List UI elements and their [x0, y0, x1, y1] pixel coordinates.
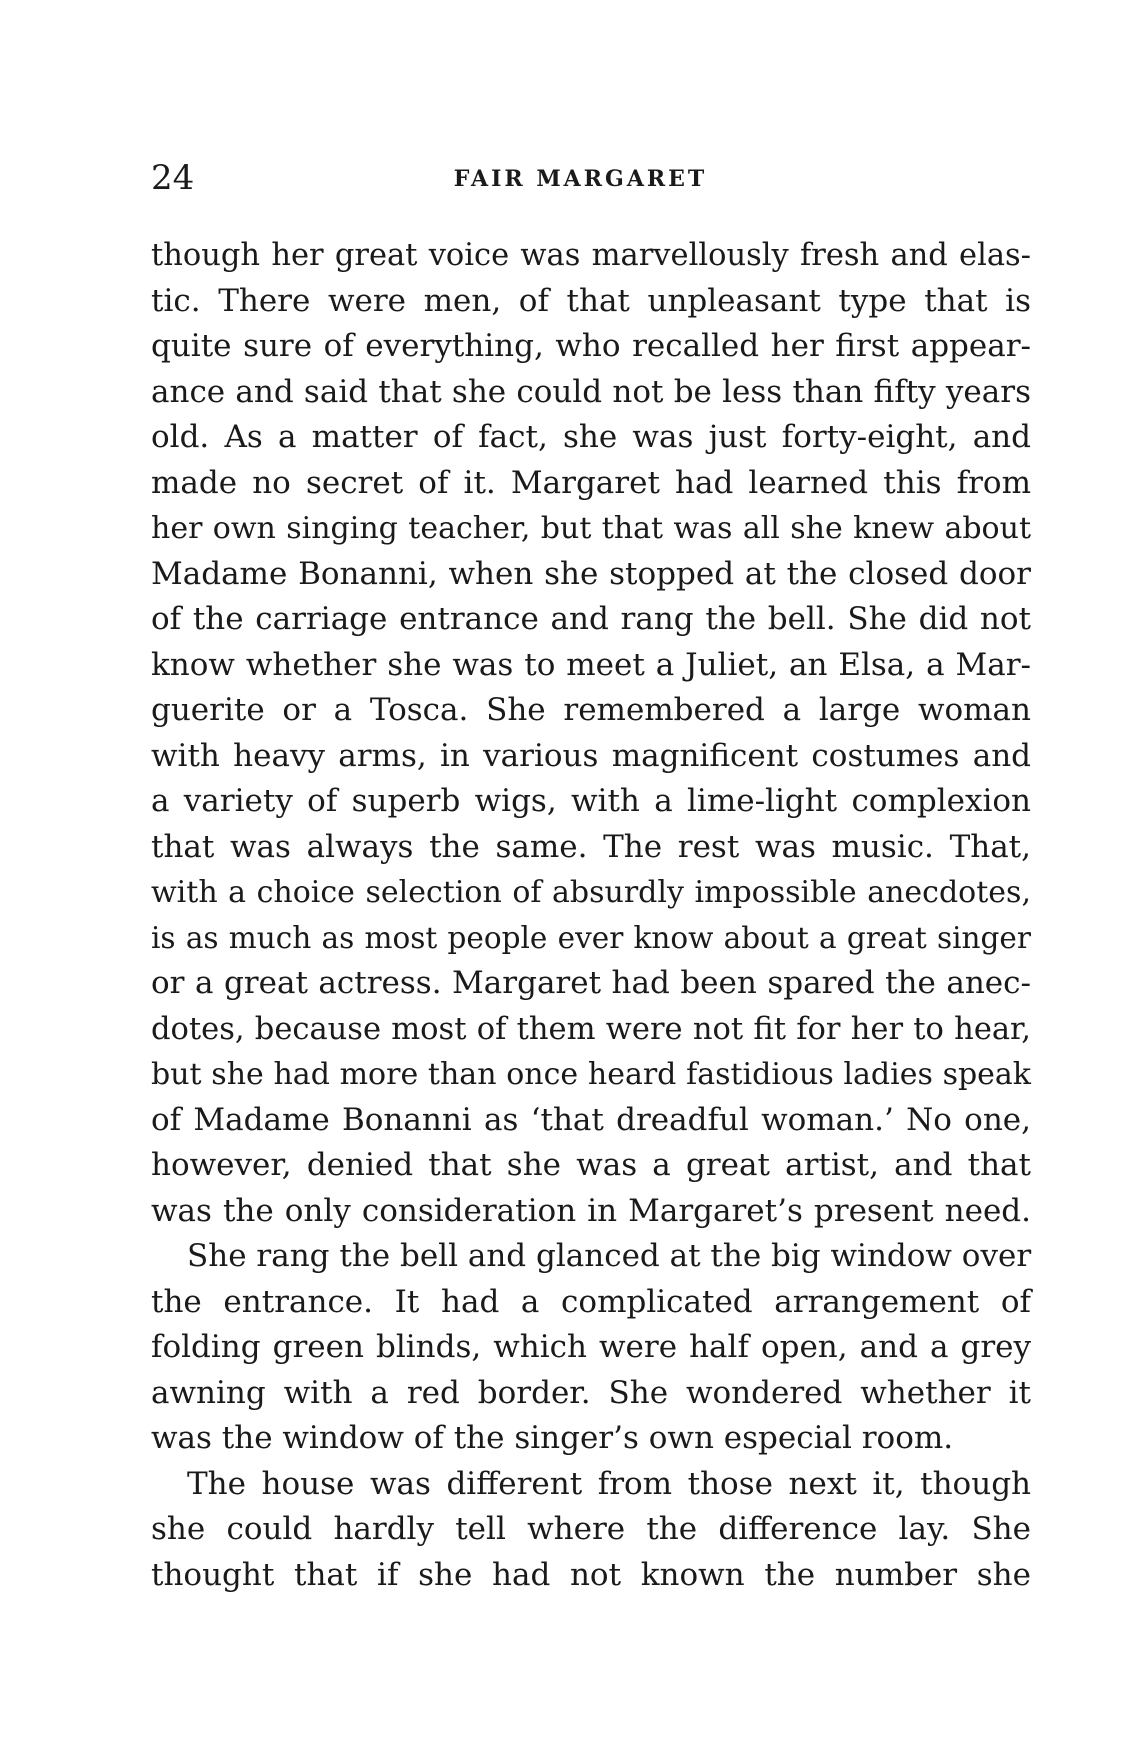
- paragraph-1: [151, 233, 1031, 1234]
- text-line: old. As a matter of fact, she was just forty-eight, and: [151, 419, 1031, 455]
- text-line: awning with a red border. She wondered whether it: [151, 1374, 1031, 1411]
- text-line: She rang the bell and glanced at the big window over: [187, 1238, 1032, 1274]
- text-line: but she had more than once heard fastidious ladies speak: [151, 1057, 1031, 1092]
- paragraph-3: [151, 1462, 1031, 1599]
- text-line: ance and said that she could not be less than fifty years: [151, 373, 1031, 410]
- text-line: Madame Bonanni, when she stopped at the closed door: [151, 555, 1031, 592]
- body-text: [151, 233, 1031, 1598]
- text-line: thought that if she had not known the number she: [151, 1556, 1031, 1593]
- text-line: is as much as most people ever know about a great singer: [151, 920, 1031, 955]
- text-line: she could hardly tell where the difference lay. She: [151, 1511, 1031, 1547]
- text-line: with a choice selection of absurdly impossible anecdotes,: [151, 875, 1031, 910]
- text-line: though her great voice was marvellously fresh and elas-: [151, 238, 1031, 273]
- text-line: the entrance. It had a complicated arrangement of: [151, 1283, 1031, 1320]
- text-line: her own singing teacher, but that was all she knew about: [151, 511, 1031, 546]
- text-line: of Madame Bonanni as ‘that dreadful woman.’ No one,: [151, 1101, 1031, 1138]
- text-line: quite sure of everything, who recalled her first appear-: [151, 328, 1031, 364]
- text-line: with heavy arms, in various magnificent costumes and: [151, 737, 1031, 774]
- running-title: FAIR MARGARET: [453, 166, 708, 192]
- text-line: dotes, because most of them were not fit for her to hear,: [151, 1011, 1031, 1047]
- text-line: or a great actress. Margaret had been spared the anec-: [151, 965, 1031, 1001]
- paragraph-2: [151, 1234, 1031, 1462]
- text-line: guerite or a Tosca. She remembered a large woman: [151, 692, 1031, 728]
- text-line: of the carriage entrance and rang the bell. She did not: [151, 601, 1031, 637]
- text-line: folding green blinds, which were half open, and a grey: [151, 1329, 1031, 1365]
- page-number: 24: [151, 158, 195, 198]
- text-line: made no secret of it. Margaret had learned this from: [151, 464, 1031, 501]
- text-line: know whether she was to meet a Juliet, an Elsa, a Mar-: [151, 646, 1031, 683]
- text-line: was the only consideration in Margaret’s present need.: [151, 1192, 1031, 1229]
- text-line: The house was different from those next it, though: [187, 1465, 1031, 1502]
- text-line: that was always the same. The rest was music. That,: [151, 828, 1031, 865]
- text-line: however, denied that she was a great artist, and that: [151, 1147, 1031, 1183]
- text-line: tic. There were men, of that unpleasant type that is: [151, 282, 1031, 319]
- text-line: a variety of superb wigs, with a lime-light complexion: [151, 783, 1031, 819]
- text-line: was the window of the singer’s own especial room.: [151, 1420, 954, 1456]
